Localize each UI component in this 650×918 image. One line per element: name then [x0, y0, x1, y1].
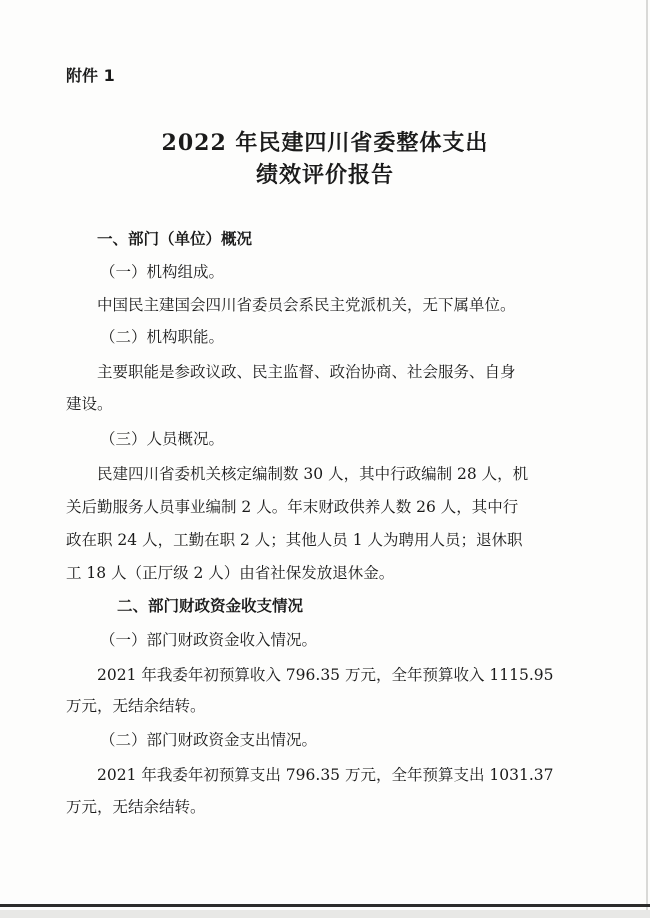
- section-2-sub-1-line-2: 万元，无结余结转。: [66, 697, 206, 715]
- section-1-sub-3-line-4: 工 18 人（正厅级 2 人）由省社保发放退休金。: [66, 564, 395, 582]
- section-2-sub-2-line-2: 万元，无结余结转。: [66, 798, 206, 816]
- section-2-sub-1-line-1: 2021 年我委年初预算收入 796.35 万元，全年预算收入 1115.95: [97, 666, 554, 684]
- section-2-sub-2-heading: （二）部门财政资金支出情况。: [100, 731, 318, 749]
- section-2-sub-1-heading: （一）部门财政资金收入情况。: [100, 631, 318, 649]
- section-1-sub-1-heading: （一）机构组成。: [100, 263, 225, 281]
- section-1-sub-2-line-2: 建设。: [66, 395, 113, 413]
- section-1-sub-1-text: 中国民主建国会四川省委员会系民主党派机关，无下属单位。: [97, 296, 516, 314]
- section-2-sub-2-line-1: 2021 年我委年初预算支出 796.35 万元，全年预算支出 1031.37: [97, 766, 554, 784]
- attachment-label: 附件 1: [66, 66, 115, 85]
- section-1-sub-2-heading: （二）机构职能。: [100, 328, 225, 346]
- document-title-line-2: 绩效评价报告: [255, 162, 394, 188]
- section-2-heading: 二、部门财政资金收支情况: [117, 597, 304, 615]
- section-1-sub-3-line-3: 政在职 24 人，工勤在职 2 人；其他人员 1 人为聘用人员；退休职: [66, 531, 523, 549]
- page-edge-bottom: [0, 904, 650, 907]
- section-1-heading: 一、部门（单位）概况: [97, 230, 253, 248]
- page-edge-bottom-shadow: [0, 910, 650, 918]
- section-1-sub-3-heading: （三）人员概况。: [100, 430, 225, 448]
- section-1-sub-3-line-1: 民建四川省委机关核定编制数 30 人，其中行政编制 28 人，机: [97, 465, 529, 483]
- section-1-sub-3-line-2: 关后勤服务人员事业编制 2 人。年末财政供养人数 26 人，其中行: [66, 498, 519, 516]
- section-1-sub-2-line-1: 主要职能是参政议政、民主监督、政治协商、社会服务、自身: [97, 363, 516, 381]
- document-title-line-1: 2022 年民建四川省委整体支出: [161, 130, 489, 156]
